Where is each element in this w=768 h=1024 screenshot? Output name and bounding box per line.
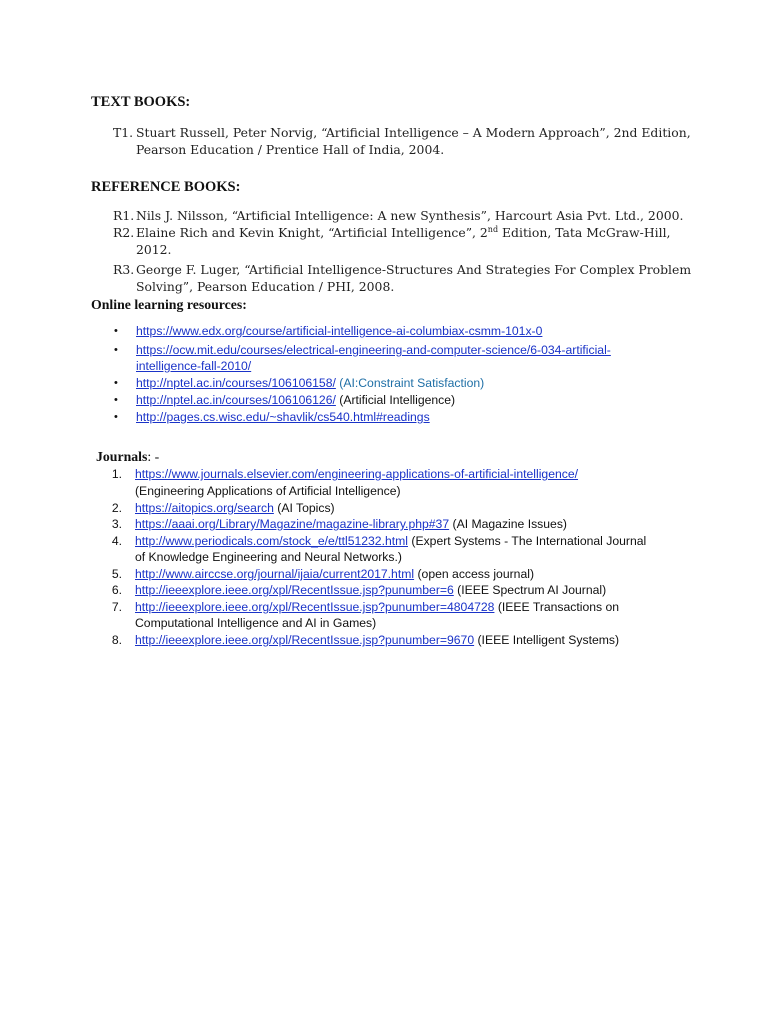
item-label: T1. [113,125,134,140]
item-label: R3. [113,262,135,277]
bullet-icon: • [114,377,118,389]
text-books-heading: TEXT BOOKS: [91,94,191,110]
journal-note: (IEEE Intelligent Systems) [474,633,620,647]
reference-item [113,225,713,259]
bullet-icon: • [114,394,118,406]
item-number: 4. [111,534,122,548]
reference-item [113,262,713,296]
journal-note-continued: Computational Intelligence and AI in Games) [135,616,377,630]
item-number: 1. [111,467,122,481]
journal-note: (open access journal) [414,567,534,581]
item-number: 3. [111,517,122,531]
journal-link[interactable]: http://ieeexplore.ieee.org/xpl/RecentIssue.jsp?punumber=6 [135,583,454,597]
journal-link[interactable]: http://ieeexplore.ieee.org/xpl/RecentIssue.jsp?punumber=4804728 [135,600,495,614]
resource-note: (Artificial Intelligence) [335,393,456,407]
item-number: 5. [111,567,122,581]
journal-link[interactable]: http://www.periodicals.com/stock_e/e/ttl51232.html [135,534,408,548]
item-line: George F. Luger, “Artificial Intelligence-Structures And Strategies For Complex Problem [136,262,692,277]
resource-link[interactable]: http://nptel.ac.in/courses/106106158/ [136,376,336,390]
item-number: 6. [111,583,122,597]
item-label: R1. [113,208,135,223]
item-label: R2. [113,225,135,240]
bullet-icon: • [114,411,118,423]
journal-note: (IEEE Spectrum AI Journal) [453,583,607,597]
journal-note: (Engineering Applications of Artificial Intelligence) [135,484,401,498]
journals-list [108,466,678,651]
journal-link[interactable]: https://www.journals.elsevier.com/engineering-applications-of-artificial-intelligence/ [135,467,579,481]
journal-note-continued: of Knowledge Engineering and Neural Networks.) [135,550,402,564]
text-book-item [113,125,713,159]
item-line: Elaine Rich and Kevin Knight, “Artificial Intelligence”, 2nd Edition, Tata McGraw-Hill, [136,225,671,240]
item-line: 2012. [136,242,172,257]
item-line: Solving”, Pearson Education / PHI, 2008. [136,279,395,294]
resource-link-continued[interactable]: intelligence-fall-2010/ [136,359,252,373]
resource-link[interactable]: https://www.edx.org/course/artificial-intelligence-ai-columbiax-csmm-101x-0 [136,324,543,338]
journal-link[interactable]: https://aaai.org/Library/Magazine/magazine-library.php#37 [135,517,450,531]
item-number: 7. [111,600,122,614]
journal-note: (Expert Systems - The International Journal [408,534,647,548]
resource-link[interactable]: https://ocw.mit.edu/courses/electrical-engineering-and-computer-science/6-034-artificial- [136,343,611,357]
bullet-icon: • [114,325,118,337]
reference-books-heading: REFERENCE BOOKS: [91,179,241,195]
journal-link[interactable]: http://ieeexplore.ieee.org/xpl/RecentIssue.jsp?punumber=9670 [135,633,475,647]
item-line: Pearson Education / Prentice Hall of India, 2004. [136,142,445,157]
resource-note: (AI:Constraint Satisfaction) [335,376,485,390]
item-line: Nils J. Nilsson, “Artificial Intelligence: A new Synthesis”, Harcourt Asia Pvt. Ltd., 2000. [136,208,684,223]
resource-link[interactable]: http://pages.cs.wisc.edu/~shavlik/cs540.html#readings [136,410,430,424]
journal-note: (AI Magazine Issues) [449,517,567,531]
online-resources-heading: Online learning resources: [91,297,247,312]
journals-heading: Journals: - [96,449,160,464]
journal-link[interactable]: http://www.airccse.org/journal/ijaia/current2017.html [135,567,415,581]
resource-link[interactable]: http://nptel.ac.in/courses/106106126/ [136,393,336,407]
reference-item [113,208,713,225]
item-number: 8. [111,633,122,647]
journal-note: (IEEE Transactions on [494,600,620,614]
bullet-icon: • [114,344,118,356]
journal-note: (AI Topics) [273,501,335,515]
journal-link[interactable]: https://aitopics.org/search [135,501,274,515]
online-resources-list [114,323,674,428]
item-number: 2. [111,501,122,515]
item-line: Stuart Russell, Peter Norvig, “Artificial Intelligence – A Modern Approach”, 2nd Edition, [136,125,691,140]
